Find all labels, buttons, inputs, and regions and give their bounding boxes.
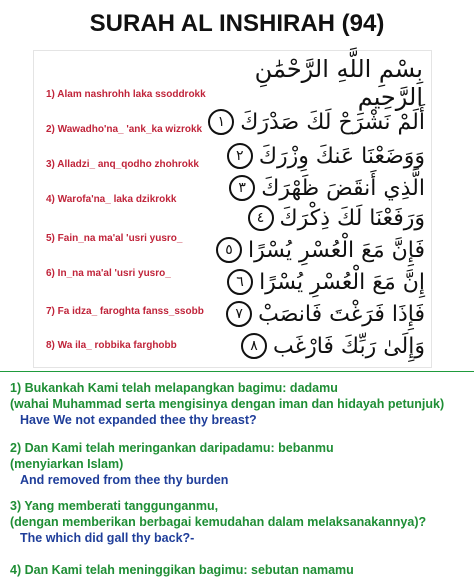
verse-number-marker: ٣ — [229, 175, 255, 201]
verses-card — [33, 50, 432, 368]
indonesian-line: 3) Yang memberati tanggunganmu, — [10, 499, 219, 513]
latin-verse-2: 2) Wawadho'na_ 'ank_ka wizrokk — [46, 124, 203, 135]
indonesian-line: 1) Bukankah Kami telah melapangkan bagimu: dadamu — [10, 381, 338, 395]
latin-verse-6: 6) In_na ma'al 'usri yusro_ — [46, 268, 171, 279]
latin-verse-8: 8) Wa ila_ robbika farghobb — [46, 340, 177, 351]
verse-number-marker: ٨ — [241, 333, 267, 359]
indonesian-line: 2) Dan Kami telah meringankan daripadamu: bebanmu — [10, 441, 334, 455]
verse-number-marker: ٦ — [227, 269, 253, 295]
translation-1 — [10, 380, 470, 429]
verse-number-marker: ٧ — [226, 301, 252, 327]
verse-number-marker: ٥ — [216, 237, 242, 263]
arabic-text: وَوَضَعْنَا عَنكَ وِزْرَكَ — [258, 143, 425, 169]
english-line: And removed from thee thy burden — [20, 473, 229, 487]
arabic-text: إِنَّ مَعَ الْعُسْرِ يُسْرًا — [259, 269, 425, 295]
arabic-text: وَإِلَىٰ رَبِّكَ فَارْغَب — [272, 333, 425, 359]
arabic-text: فَإِذَا فَرَغْتَ فَانصَبْ — [258, 301, 425, 327]
latin-verse-7: 7) Fa idza_ faroghta fanss_ssobb — [46, 306, 204, 317]
english-line: The which did gall thy back?- — [20, 531, 195, 545]
indonesian-line: (menyiarkan Islam) — [10, 457, 124, 471]
verse-number-marker: ٤ — [248, 205, 274, 231]
english-line: Have We not expanded thee thy breast? — [20, 413, 257, 427]
basmalah: بِسْمِ اللَّهِ الرَّحْمَٰنِ الرَّحِيمِ — [254, 55, 423, 111]
latin-verse-4: 4) Warofa'na_ laka dzikrokk — [46, 194, 177, 205]
arabic-verse-6 — [225, 265, 425, 299]
arabic-text: وَرَفَعْنَا لَكَ ذِكْرَكَ — [279, 205, 425, 231]
page-title: SURAH AL INSHIRAH (94) — [89, 10, 385, 37]
translation-2 — [10, 440, 470, 489]
latin-verse-1: 1) Alam nashrohh laka ssoddrokk — [46, 89, 206, 100]
latin-verse-3: 3) Alladzi_ anq_qodho zhohrokk — [46, 159, 199, 170]
translation-3 — [10, 498, 470, 547]
arabic-text: أَلَمْ نَشْرَحْ لَكَ صَدْرَكَ — [240, 109, 425, 135]
verse-number-marker: ٢ — [227, 143, 253, 169]
arabic-verse-3 — [225, 171, 425, 205]
arabic-text: فَإِنَّ مَعَ الْعُسْرِ يُسْرًا — [247, 237, 425, 263]
section-divider — [0, 371, 474, 372]
arabic-verse-2 — [225, 139, 425, 173]
verse-number-marker: ١ — [208, 109, 234, 135]
arabic-verse-1 — [217, 105, 425, 139]
indonesian-line: (wahai Muhammad serta mengisinya dengan iman dan hidayah petunjuk) — [10, 397, 445, 411]
arabic-verse-5 — [225, 233, 425, 267]
arabic-text: الَّذِي أَنقَضَ ظَهْرَكَ — [261, 175, 425, 201]
arabic-verse-4 — [225, 201, 425, 235]
latin-verse-5: 5) Fain_na ma'al 'usri yusro_ — [46, 233, 183, 244]
indonesian-line: 4) Dan Kami telah meninggikan bagimu: sebutan namamu — [10, 563, 354, 577]
indonesian-line: (dengan memberikan berbagai kemudahan dalam melaksanakannya)? — [10, 515, 427, 529]
arabic-verse-7 — [225, 297, 425, 331]
arabic-verse-8 — [225, 329, 425, 363]
